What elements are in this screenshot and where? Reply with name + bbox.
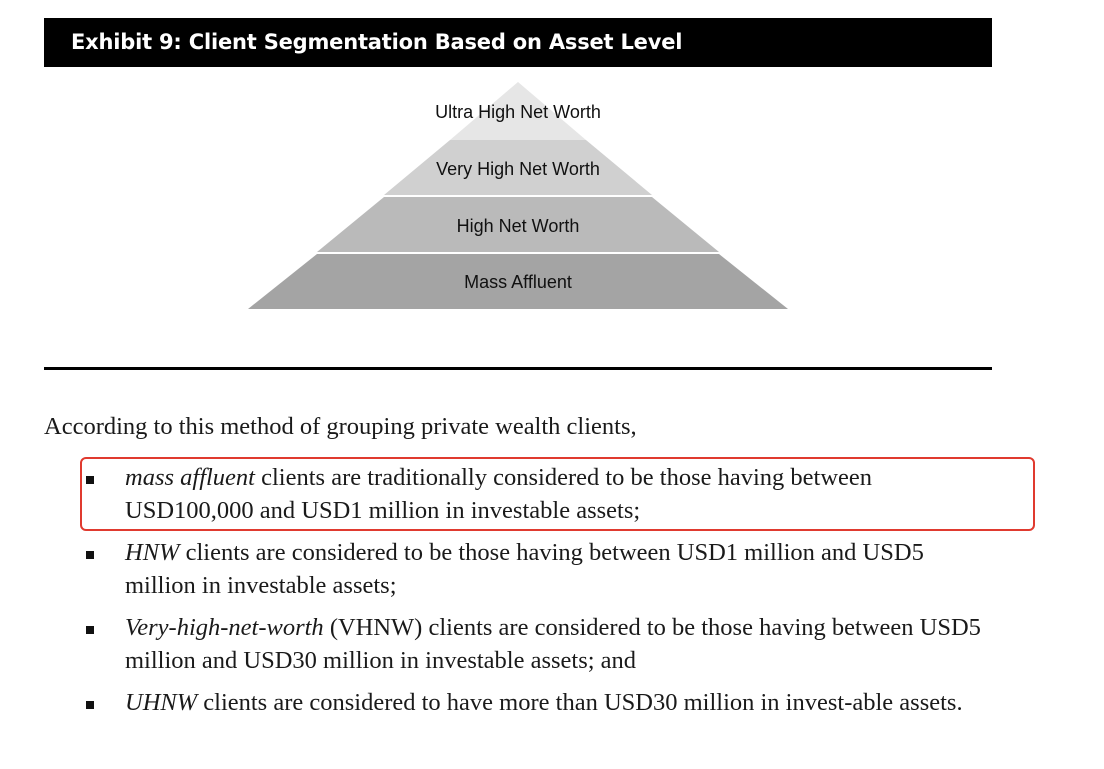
exhibit-title: Exhibit 9: Client Segmentation Based on Asset Level <box>44 18 992 67</box>
definition-uhnw: clients are considered to have more than USD30 million in invest-able assets. <box>197 689 963 716</box>
bullet-square-icon <box>86 626 94 634</box>
definition-mass-affluent: clients are traditionally considered to be those having between USD100,000 and USD1 million in investable assets; <box>125 464 873 524</box>
highlight-box <box>80 457 1035 531</box>
term-mass-affluent: mass affluent <box>125 464 255 491</box>
intro-paragraph: According to this method of grouping private wealth clients, <box>44 413 637 440</box>
pyramid-label-hnw: High Net Worth <box>456 216 580 236</box>
segmentation-pyramid <box>0 0 1104 340</box>
pyramid-label-uhnw: Ultra High Net Worth <box>435 102 601 122</box>
definition-vhnw: (VHNW) clients are considered to be those having between USD5 million and USD30 million in investable assets; and <box>125 614 981 674</box>
section-divider <box>44 367 992 370</box>
term-uhnw: UHNW <box>125 689 198 716</box>
bullet-square-icon <box>86 551 94 559</box>
bullet-square-icon <box>86 701 94 709</box>
term-hnw: HNW <box>125 539 180 566</box>
definition-hnw: clients are considered to be those having between USD1 million and USD5 million in investable assets; <box>125 539 924 599</box>
list-item-hnw <box>80 536 1000 602</box>
pyramid-label-vhnw: Very High Net Worth <box>436 159 600 179</box>
term-vhnw: Very-high-net-worth <box>125 614 324 641</box>
list-item-uhnw <box>80 686 1000 719</box>
list-item-vhnw <box>80 611 1000 677</box>
pyramid-label-mass-affluent: Mass Affluent <box>464 272 572 292</box>
